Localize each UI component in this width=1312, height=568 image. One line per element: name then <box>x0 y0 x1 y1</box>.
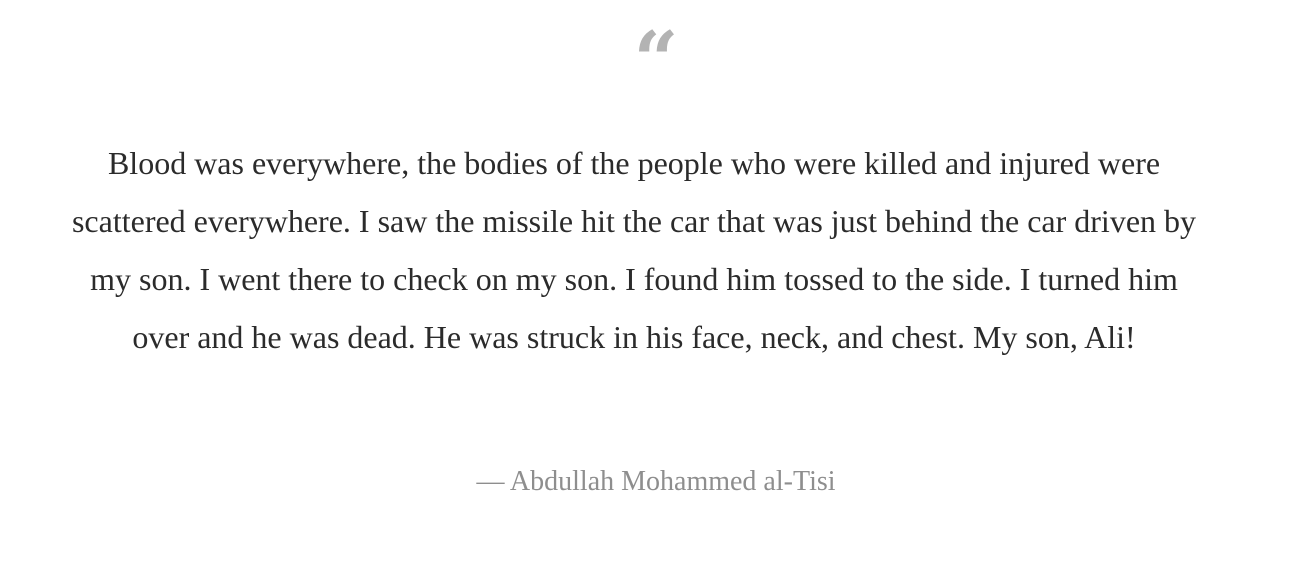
quotation-mark-icon: “ <box>633 15 679 106</box>
quote-attribution: — Abdullah Mohammed al-Tisi <box>476 466 836 497</box>
quote-text: Blood was everywhere, the bodies of the people who were killed and injured were scattered everywhere. I saw the missile hit the car that was just behind the car driven by my son. I went there to check on my son. I found him tossed to the side. I turned him over and he was dead. He was struck in his face, neck, and chest. My son, Ali! <box>71 145 1197 355</box>
